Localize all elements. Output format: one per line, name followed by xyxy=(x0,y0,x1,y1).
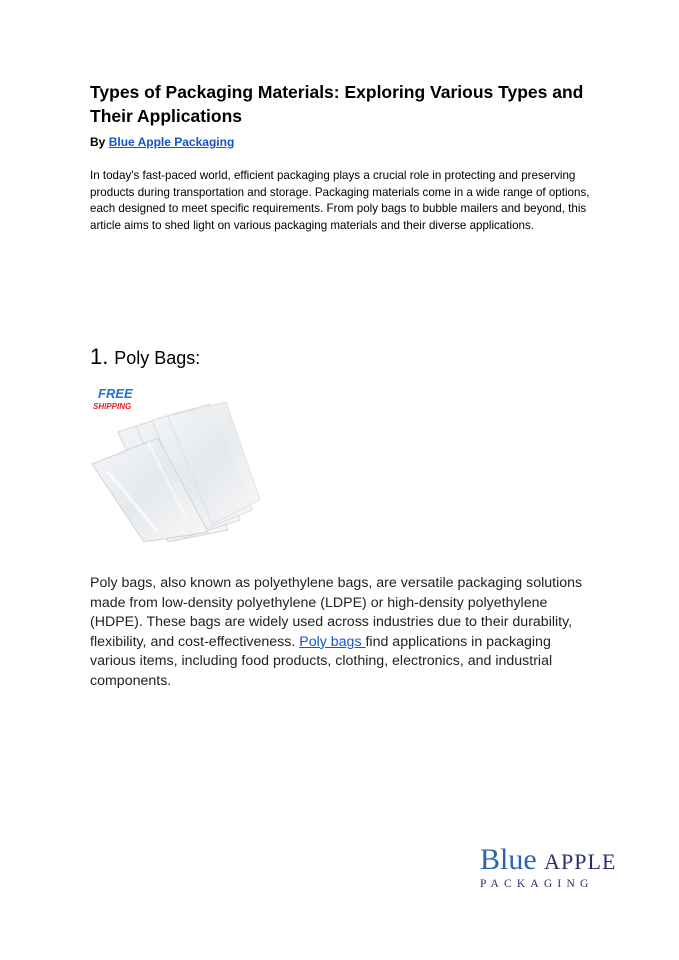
free-shipping-badge-line1: FREE xyxy=(98,386,133,401)
poly-bags-link[interactable]: Poly bags xyxy=(299,633,366,650)
logo-word-packaging: PACKAGING xyxy=(480,878,594,890)
article-title: Types of Packaging Materials: Exploring Various Types and Their Applications xyxy=(90,82,584,126)
poly-bags-paragraph xyxy=(90,574,600,692)
logo-word-apple: APPLE xyxy=(544,849,617,874)
intro-paragraph: In today's fast-paced world, efficient packaging plays a crucial role in protecting and preserving products during transportation and storage. Packaging materials come in a wide range of options, each designed to meet specific requirements. From poly bags to bubble mailers and beyond, this article aims to shed light on various packaging materials and their diverse applications. xyxy=(90,169,590,232)
byline xyxy=(90,135,234,149)
section-title: Poly Bags: xyxy=(114,348,201,368)
section-heading-poly-bags xyxy=(90,344,200,370)
logo-word-blue: Blue xyxy=(480,843,537,876)
blue-apple-packaging-logo xyxy=(480,845,640,893)
poly-bags-product-image xyxy=(88,382,268,542)
section-number: 1. xyxy=(90,344,109,369)
free-shipping-badge-line2: SHIPPING xyxy=(93,402,132,411)
author-link[interactable]: Blue Apple Packaging xyxy=(108,135,235,149)
bag-stack xyxy=(92,402,260,542)
poly-bags-text-1: Poly bags, also known as polyethylene bags, are versatile packaging solutions made from low-density polyethylene (LDPE) or high-density polyethylene (HDPE). These bags are widely used across industries due to their durability, flexibility, and cost-effectiveness. xyxy=(90,575,583,650)
byline-label: By xyxy=(90,135,106,149)
poly-bags-text-2: find applications in packaging various items, including food products, clothing, electronics, and industrial components. xyxy=(90,633,553,689)
